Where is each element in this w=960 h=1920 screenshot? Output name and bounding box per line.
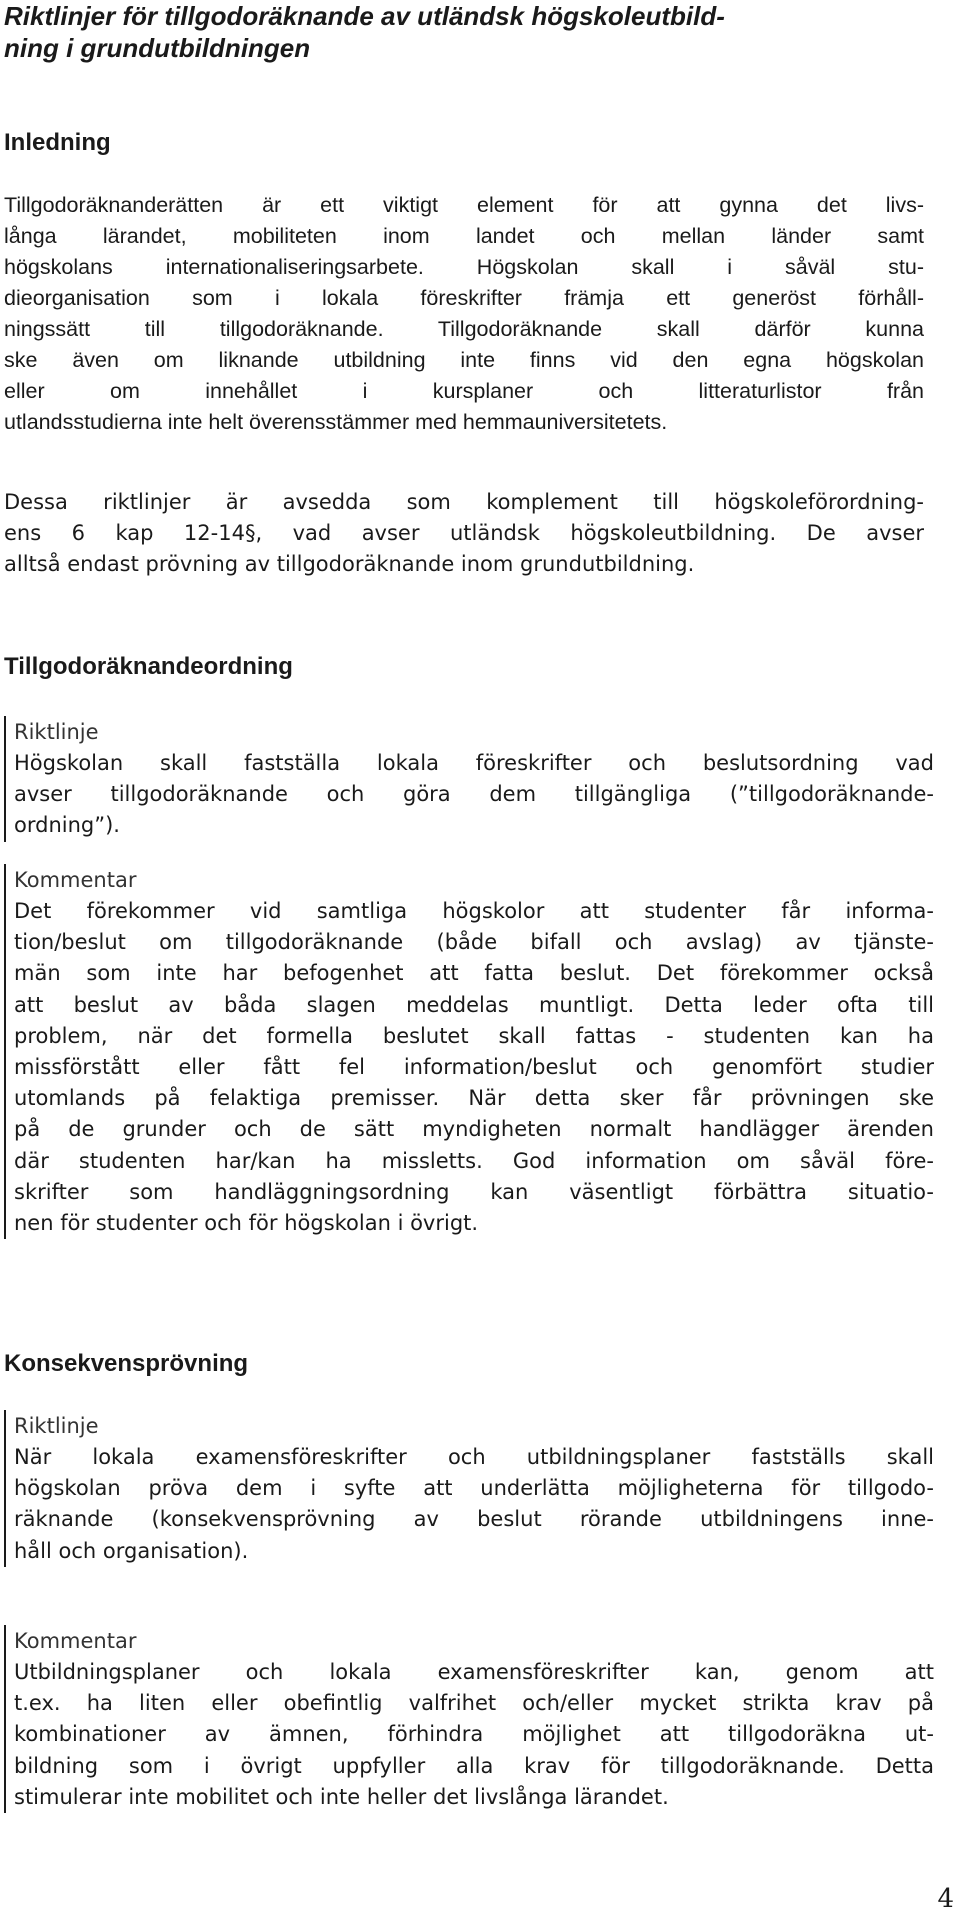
text-line: stimulerar inte mobilitet och inte heller det livslånga lärandet. xyxy=(14,1784,669,1809)
text-line: långa lärandet, mobiliteten inom landet och mellan länder samt xyxy=(4,224,924,248)
text-line: ske även om liknande utbildning inte finns vid den egna högskolan xyxy=(4,348,924,372)
text-line: dieorganisation som i lokala föreskrifter främja ett generöst förhåll- xyxy=(4,286,924,310)
text-line: eller om innehållet i kursplaner och litteraturlistor från xyxy=(4,379,924,403)
text-line: alltså endast prövning av tillgodoräknande inom grundutbildning. xyxy=(4,552,695,577)
text-line: bildning som i övrigt uppfyller alla krav för tillgodoräknande. Detta xyxy=(14,1753,934,1778)
text-line: Tillgodoräknanderätten är ett viktigt element för att gynna det livs- xyxy=(4,193,924,217)
guideline-text xyxy=(14,748,934,842)
heading-konsekvensprovning: Konsekvensprövning xyxy=(4,1350,249,1377)
intro-paragraph-1 xyxy=(4,190,924,438)
comment-label: Kommentar xyxy=(14,868,137,892)
comment-block xyxy=(4,864,934,1239)
comment-text xyxy=(14,1657,934,1813)
text-line: När lokala examensföreskrifter och utbildningsplaner fastställs skall xyxy=(14,1445,934,1469)
text-line: ningssätt till tillgodoräknande. Tillgodoräknande skall därför kunna xyxy=(4,317,924,341)
text-line: t.ex. ha liten eller obefintlig valfrihet och/eller mycket strikta krav på xyxy=(14,1691,934,1716)
guideline-block xyxy=(4,716,934,842)
text-line: Det förekommer vid samtliga högskolor att studenter får informa- xyxy=(14,899,934,923)
text-line: missförstått eller fått fel information/beslut och genomfört studier xyxy=(14,1055,934,1080)
comment-block xyxy=(4,1625,934,1813)
text-line: avser tillgodoräknande och göra dem tillgängliga (”tillgodoräknande- xyxy=(14,782,934,807)
text-line: högskolan pröva dem i syfte att underlätta möjligheterna för tillgodo- xyxy=(14,1476,934,1501)
text-line: Högskolan skall fastställa lokala föreskrifter och beslutsordning vad xyxy=(14,751,934,775)
guideline-block xyxy=(4,1410,934,1567)
text-line: högskolans internationaliseringsarbete. Högskolan skall i såväl stu- xyxy=(4,255,924,279)
guideline-label: Riktlinje xyxy=(14,720,99,744)
text-line: ens 6 kap 12-14§, vad avser utländsk högskoleutbildning. De avser xyxy=(4,521,924,546)
guideline-text xyxy=(14,1442,934,1567)
text-line: ordning”). xyxy=(14,813,120,838)
title-line: ning i grundutbildningen xyxy=(4,33,311,63)
text-line: kombinationer av ämnen, förhindra möjlighet att tillgodoräkna ut- xyxy=(14,1722,934,1747)
text-line: skrifter som handläggningsordning kan väsentligt förbättra situatio- xyxy=(14,1179,934,1204)
text-line: på de grunder och de sätt myndigheten normalt handlägger ärenden xyxy=(14,1117,934,1142)
text-line: Utbildningsplaner och lokala examensföreskrifter kan, genom att xyxy=(14,1660,934,1684)
text-line: utomlands på felaktiga premisser. När detta sker får prövningen ske xyxy=(14,1086,934,1111)
guideline-label: Riktlinje xyxy=(14,1414,99,1438)
comment-text xyxy=(14,896,934,1239)
title-line: Riktlinjer för tillgodoräknande av utländsk högskoleutbild- xyxy=(4,1,725,31)
text-line: att beslut av båda slagen meddelas muntligt. Detta leder ofta till xyxy=(14,992,934,1017)
text-line: män som inte har befogenhet att fatta beslut. Det förekommer också xyxy=(14,961,934,986)
text-line: problem, när det formella beslutet skall fattas - studenten kan ha xyxy=(14,1023,934,1048)
text-line: utlandsstudierna inte helt överensstämmer med hemmauniversitetets. xyxy=(4,410,668,434)
text-line: tion/beslut om tillgodoräknande (både bifall och avslag) av tjänste- xyxy=(14,930,934,955)
text-line: räknande (konsekvensprövning av beslut rörande utbildningens inne- xyxy=(14,1507,934,1532)
document-title xyxy=(4,0,924,64)
text-line: håll och organisation). xyxy=(14,1538,249,1563)
text-line: där studenten har/kan ha missletts. God information om såväl före- xyxy=(14,1148,934,1173)
heading-inledning: Inledning xyxy=(4,129,111,156)
text-line: Dessa riktlinjer är avsedda som komplement till högskoleförordning- xyxy=(4,490,924,514)
comment-label: Kommentar xyxy=(14,1629,137,1653)
page-number: 4 xyxy=(937,1884,954,1914)
text-line: nen för studenter och för högskolan i övrigt. xyxy=(14,1211,479,1236)
heading-tillgodoraknandeordning: Tillgodoräknandeordning xyxy=(4,653,293,680)
intro-paragraph-2 xyxy=(4,487,924,581)
